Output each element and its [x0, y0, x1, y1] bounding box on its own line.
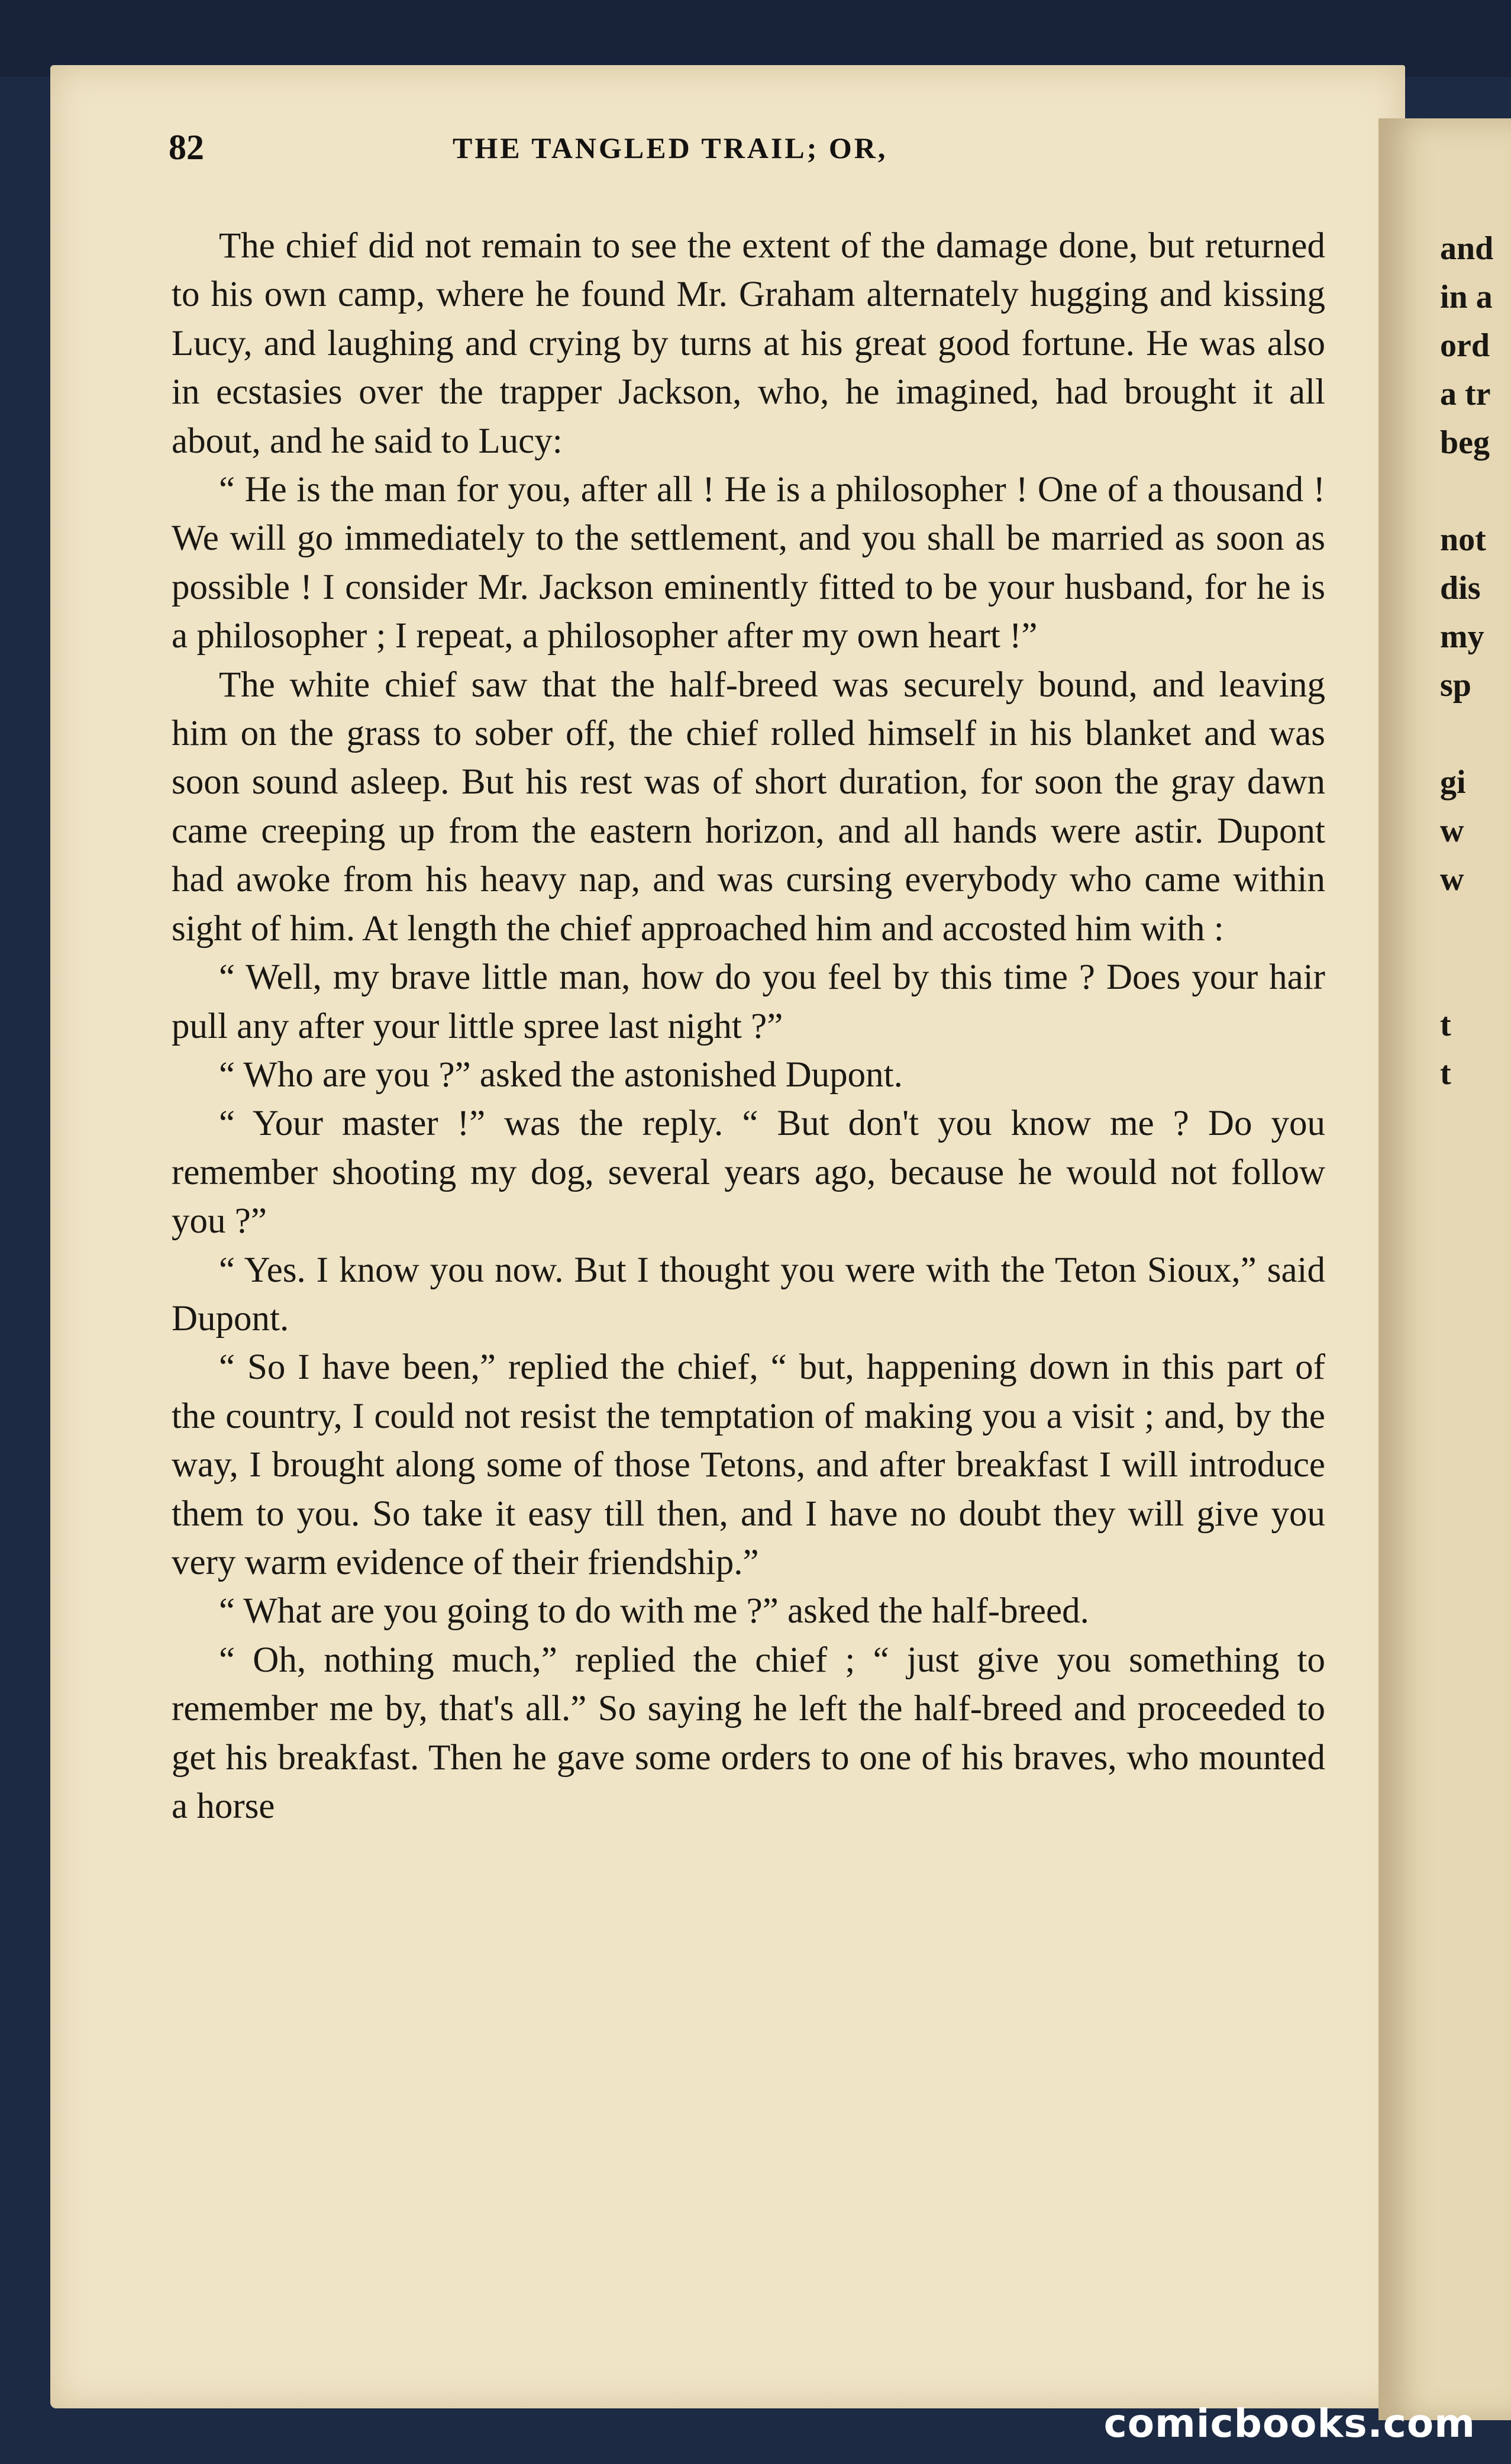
watermark: comicbooks.com — [1103, 2401, 1476, 2446]
paragraph: “ Oh, nothing much,” replied the chief ; “ just give you something to remember me by, that's all.” So saying he left the half-breed and proceeded to get his breakfast. Then he gave some orders to one of his braves, who mounted a horse — [172, 1640, 1325, 1826]
adjacent-page-fragment: beg — [1440, 424, 1490, 461]
adjacent-page-fragment: a tr — [1440, 376, 1491, 412]
adjacent-page-fragment: not — [1440, 521, 1486, 558]
paragraph: “ Who are you ?” asked the astonished Dupont. — [219, 1054, 903, 1095]
paragraph: “ So I have been,” replied the chief, “ but, happening down in this part of the country, I could not resist the temptation of making you a visit ; and, by the way, I brought along some of those Tetons, and after breakfast I will introduce them to you. So take it easy till then, and I have no doubt they will give you very warm evidence of their friendship.” — [172, 1347, 1325, 1582]
page-header — [169, 127, 1328, 175]
adjacent-page-fragment: ord — [1440, 327, 1490, 364]
paragraph: “ What are you going to do with me ?” asked the half-breed. — [219, 1591, 1089, 1631]
adjacent-page-fragment: and — [1440, 230, 1494, 267]
adjacent-page-edge — [1378, 118, 1511, 2420]
adjacent-page-fragment: in a — [1440, 279, 1493, 315]
paragraph: “ Well, my brave little man, how do you feel by this time ? Does your hair pull any after your little spree last night ?” — [172, 957, 1325, 1046]
paragraph: “ Yes. I know you now. But I thought you were with the Teton Sioux,” said Dupont. — [172, 1250, 1325, 1339]
adjacent-page-fragment: w — [1440, 812, 1464, 849]
adjacent-page-fragment: my — [1440, 618, 1484, 655]
adjacent-page-fragment: sp — [1440, 667, 1471, 704]
running-title: THE TANGLED TRAIL; OR, — [453, 131, 888, 165]
adjacent-page-fragment: dis — [1440, 570, 1481, 607]
body-text — [172, 222, 1325, 1831]
adjacent-page-fragment: gi — [1440, 764, 1466, 801]
adjacent-page-fragment: t — [1440, 1055, 1451, 1092]
page-number: 82 — [169, 128, 204, 167]
paragraph: The white chief saw that the half-breed was securely bound, and leaving him on the grass to sober off, the chief rolled himself in his blanket and was soon sound asleep. But his rest was of short duration, for soon the gray dawn came creeping up from the eastern horizon, and all hands were astir. Dupont had awoke from his heavy nap, and was cursing everybody who came within sight of him. At length the chief approached him and accosted him with : — [172, 665, 1325, 949]
adjacent-page-fragment: w — [1440, 861, 1464, 898]
adjacent-page-fragment: t — [1440, 1007, 1451, 1043]
paragraph: “ He is the man for you, after all ! He is a philosopher ! One of a thousand ! We will go immediately to the settlement, and you shall be married as soon as possible ! I consider Mr. Jackson eminently fitted to be your husband, for he is a philosopher ; I repeat, a philosopher after my own heart !” — [172, 470, 1325, 656]
paragraph: “ Your master !” was the reply. “ But don't you know me ? Do you remember shooting my dog, several years ago, because he would not follow you ?” — [172, 1104, 1325, 1241]
paragraph: The chief did not remain to see the extent of the damage done, but returned to his own camp, where he found Mr. Graham alternately hugging and kissing Lucy, and laughing and crying by turns at his great good fortune. He was also in ecstasies over the trapper Jackson, who, he imagined, had brought it all about, and he said to Lucy: — [172, 226, 1325, 461]
